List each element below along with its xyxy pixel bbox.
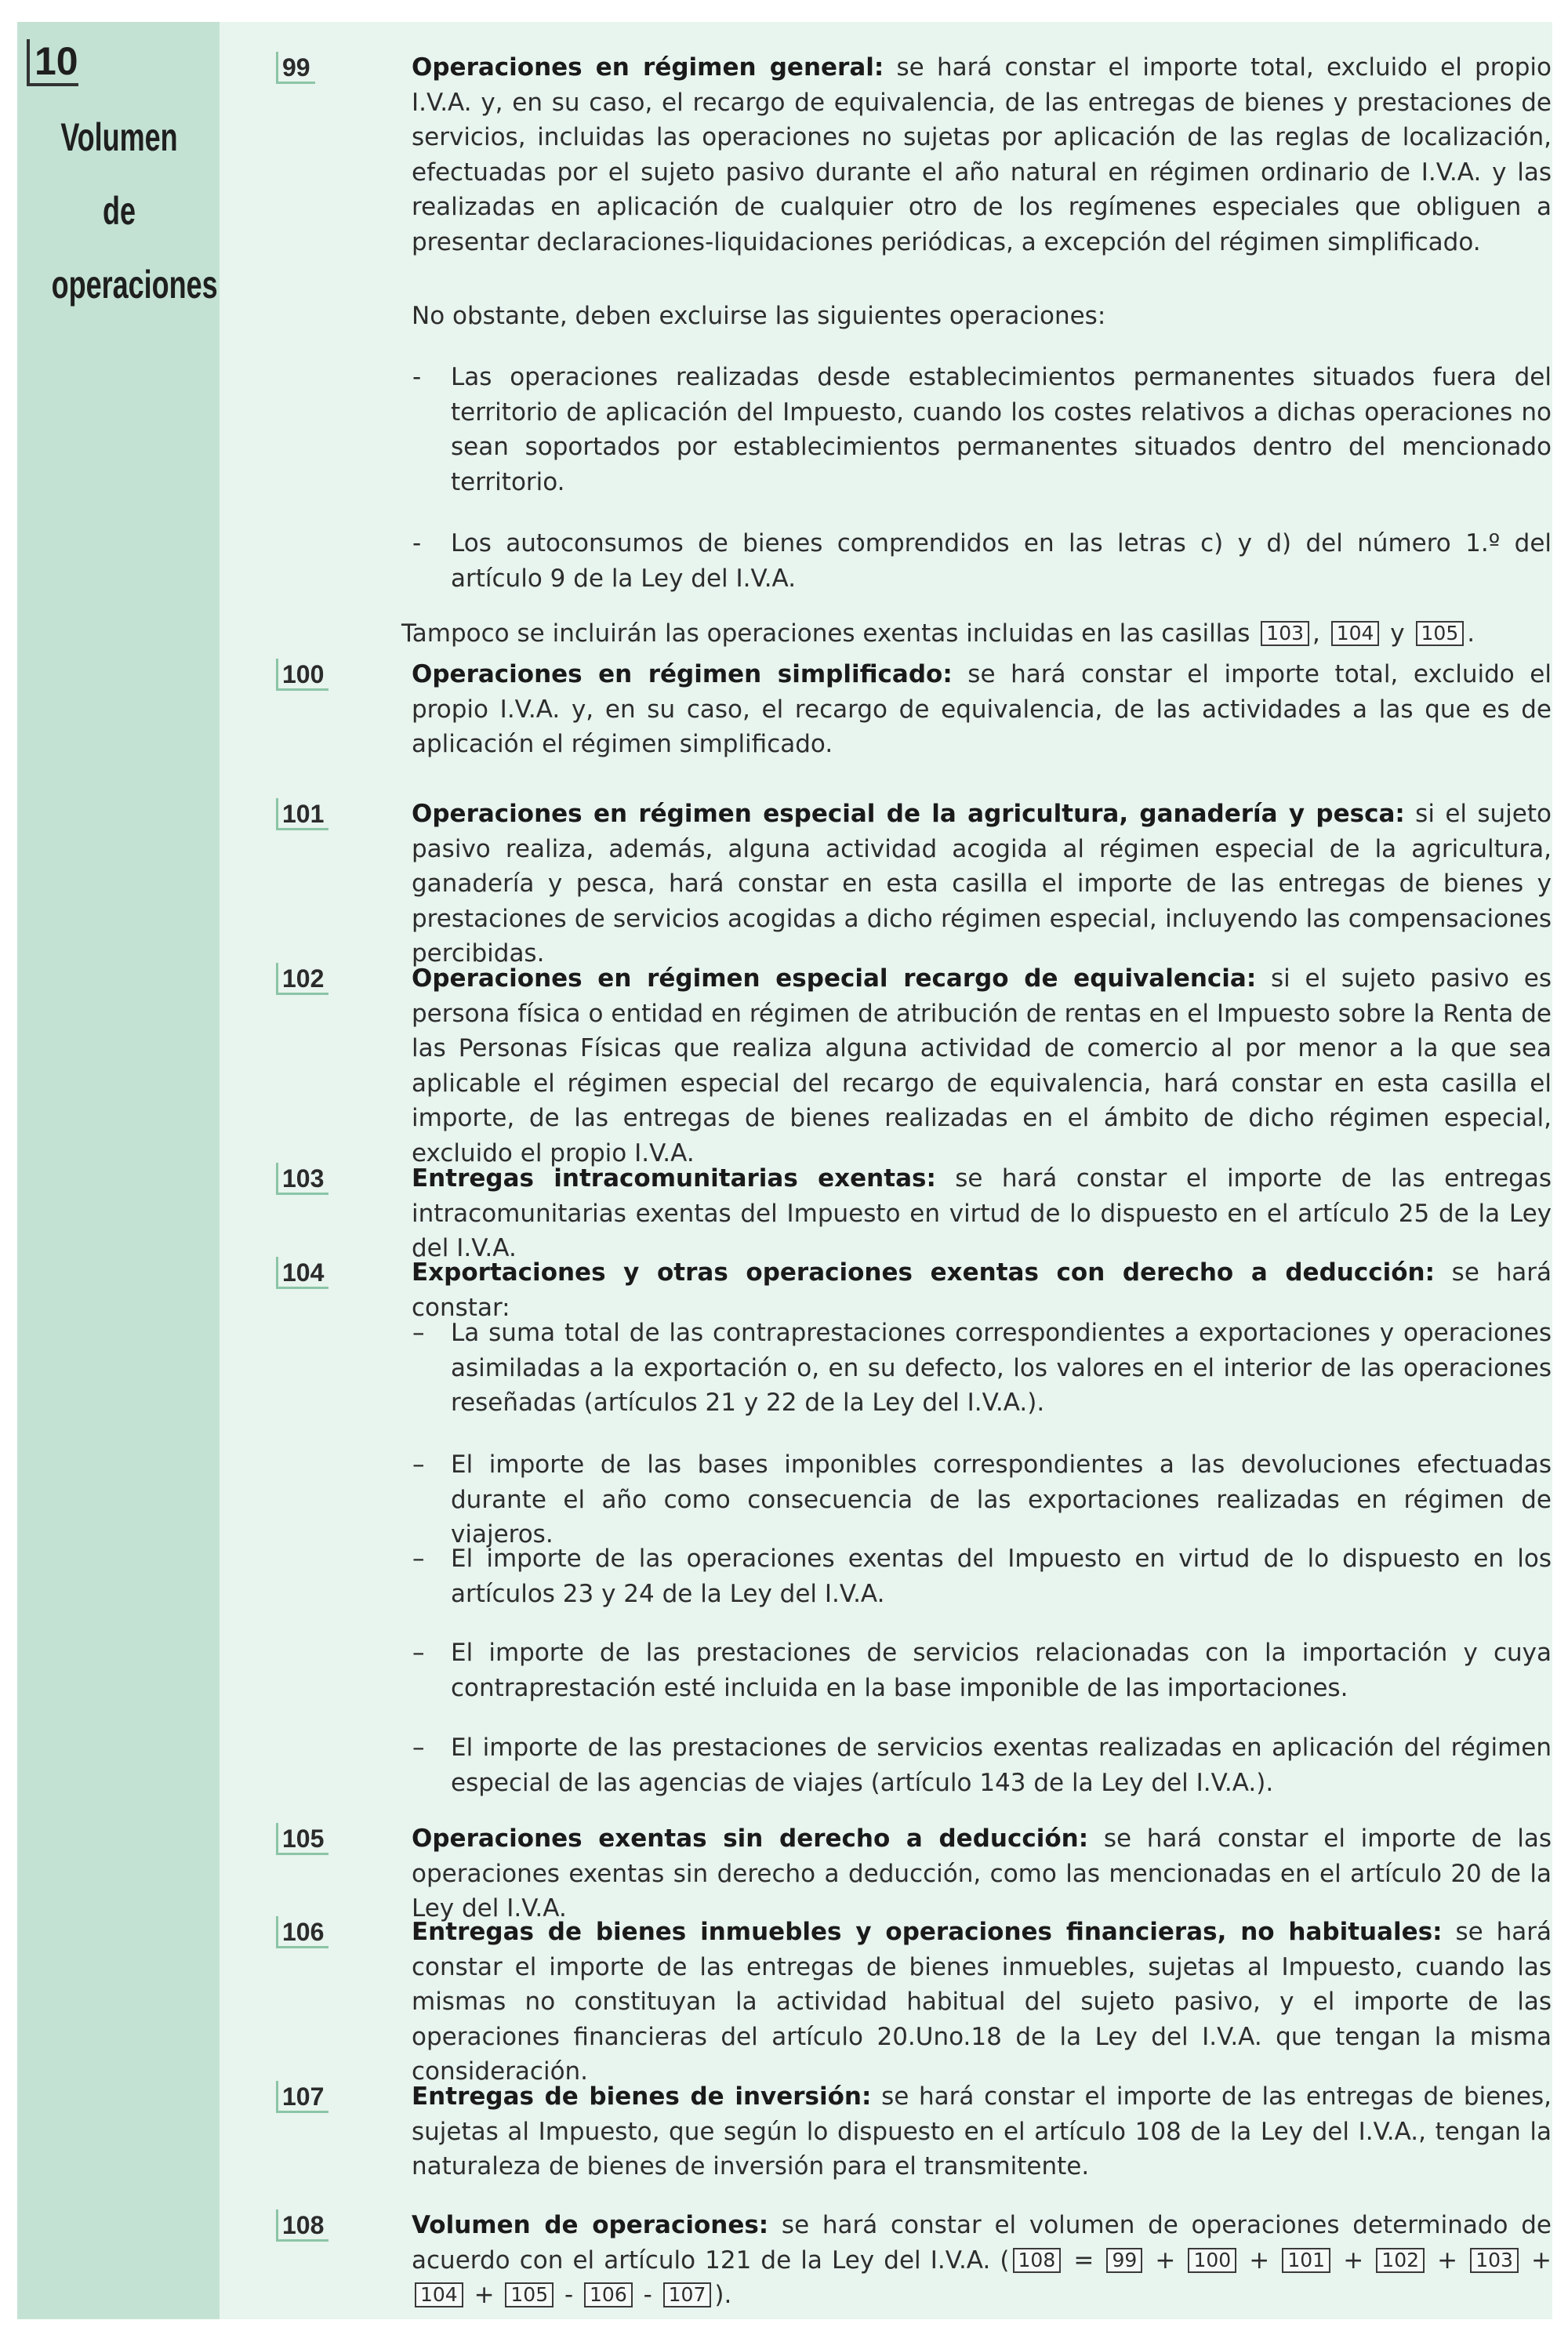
entry-body: se hará constar el importe de las entregas intracomunitarias exentas del Impuesto en virtud de lo dispuesto en el artículo 25 de la Ley del I.V.A. xyxy=(412,1164,1552,1262)
entry-heading: Entregas intracomunitarias exentas: xyxy=(412,1164,936,1193)
list-dash: – xyxy=(412,1451,425,1479)
separator: , xyxy=(1312,619,1328,648)
box-ref-105: 105 xyxy=(1416,621,1465,646)
exclusion-note xyxy=(401,616,1552,652)
note-text: Tampoco se incluirán las operaciones exentas incluidas en las casillas xyxy=(401,619,1258,648)
entry-text xyxy=(412,1821,1552,1926)
box-ref-104: 104 xyxy=(1331,621,1380,646)
operator: + xyxy=(1334,2246,1374,2275)
entry-heading: Entregas de bienes de inversión: xyxy=(412,2082,872,2111)
entry-text xyxy=(412,797,1552,971)
box-code: 101 xyxy=(276,798,328,830)
operator: - xyxy=(557,2281,582,2309)
export-item-5: El importe de las prestaciones de servicios exentas realizadas en aplicación del régimen especial de las agencias de viajes (artículo 143 de la Ley del I.V.A.). xyxy=(451,1734,1552,1797)
formula-box-104: 104 xyxy=(415,2282,463,2307)
operator: + xyxy=(1428,2246,1468,2275)
section-title-line-1: Volumen de xyxy=(60,115,178,233)
box-code: 100 xyxy=(276,659,328,691)
section-title-line-2: operaciones xyxy=(51,263,218,307)
entry-body: se hará constar el importe de las entregas de bienes inmuebles, sujetas al Impuesto, cuando las mismas no constituyan la actividad habitual del sujeto pasivo, y el importe de las operaciones financieras del artículo 20.Uno.18 de la Ley del I.V.A. que tengan la misma consideración. xyxy=(412,1918,1552,2086)
operator: = xyxy=(1064,2246,1104,2275)
period: . xyxy=(1467,619,1475,648)
operator: + xyxy=(1240,2246,1279,2275)
export-item-4: El importe de las prestaciones de servicios relacionadas con la importación y cuya contraprestación esté incluida en la base imponible de las importaciones. xyxy=(451,1639,1552,1702)
entry-heading: Exportaciones y otras operaciones exentas con derecho a deducción: xyxy=(412,1258,1435,1287)
entry-text xyxy=(412,2079,1552,2184)
entry-body: se hará constar el importe total, excluido el propio I.V.A. y, en su caso, el recargo de equivalencia, de las entregas de bienes y prestaciones de servicios, incluidas las operaciones no sujetas por aplicación de las reglas de localización, efectuadas por el sujeto pasivo durante el año natural en régimen ordinario de I.V.A. y las realizadas en aplicación de cualquier otro de los regímenes especiales que obliguen a presentar declaraciones-liquidaciones periódicas, a excepción del régimen simplificado. xyxy=(412,53,1552,256)
entry-body: se hará constar el importe total, excluido el propio I.V.A. y, en su caso, el recargo de equivalencia, de las actividades a las que es de aplicación el régimen simplificado. xyxy=(412,660,1552,758)
box-ref-103: 103 xyxy=(1261,621,1309,646)
list-dash: – xyxy=(412,1639,425,1667)
formula-box-106: 106 xyxy=(584,2282,633,2307)
entry-text xyxy=(412,1255,1552,1325)
box-code: 104 xyxy=(276,1257,328,1289)
entry-heading: Operaciones en régimen general: xyxy=(412,53,884,82)
page xyxy=(17,22,1552,2319)
list-dash: - xyxy=(412,529,422,557)
sidebar xyxy=(17,22,220,2319)
closing-paren: ). xyxy=(714,2281,732,2309)
list-dash: – xyxy=(412,1319,425,1347)
entry-body: se hará constar: xyxy=(412,1258,1552,1322)
operator: + xyxy=(1145,2246,1185,2275)
operator: - xyxy=(635,2281,660,2309)
operator: + xyxy=(1521,2246,1552,2275)
box-code: 102 xyxy=(276,963,328,995)
entry-text xyxy=(412,50,1552,260)
formula-box-103: 103 xyxy=(1470,2248,1519,2273)
entry-heading: Entregas de bienes inmuebles y operaciones financieras, no habituales: xyxy=(412,1918,1443,1946)
box-code: 105 xyxy=(276,1823,328,1855)
box-code: 106 xyxy=(276,1916,328,1948)
entry-body: se hará constar el volumen de operaciones determinado de acuerdo con el artículo 121 de la Ley del I.V.A. ( xyxy=(412,2211,1552,2275)
export-item-2: El importe de las bases imponibles correspondientes a las devoluciones efectuadas durante el año como consecuencia de las exportaciones realizadas en régimen de viajeros. xyxy=(451,1451,1552,1549)
section-title xyxy=(51,100,218,321)
list-dash: - xyxy=(412,363,422,391)
formula-box-108: 108 xyxy=(1013,2248,1062,2273)
export-item-3: El importe de las operaciones exentas del Impuesto en virtud de lo dispuesto en los artículos 23 y 24 de la Ley del I.V.A. xyxy=(451,1545,1552,1608)
formula-box-105: 105 xyxy=(505,2282,554,2307)
exclusions-intro: No obstante, deben excluirse las siguientes operaciones: xyxy=(412,302,1106,330)
list-dash: – xyxy=(412,1734,425,1762)
exclusion-item-1: Las operaciones realizadas desde establecimientos permanentes situados fuera del territorio de aplicación del Impuesto, cuando los costes relativos a dichas operaciones no sean soportados por establecimientos permanentes situados dentro del mencionado territorio. xyxy=(451,363,1552,496)
export-item-1: La suma total de las contraprestaciones correspondientes a exportaciones y operaciones asimiladas a la exportación o, en su defecto, los valores en el interior de las operaciones reseñadas (artículos 21 y 22 de la Ley del I.V.A.). xyxy=(451,1319,1552,1417)
box-code: 103 xyxy=(276,1163,328,1195)
entry-body: se hará constar el importe de las entregas de bienes, sujetas al Impuesto, que según lo dispuesto en el artículo 108 de la Ley del I.V.A., tengan la naturaleza de bienes de inversión para el transmitente. xyxy=(412,2082,1552,2180)
box-code: 107 xyxy=(276,2081,328,2113)
list-dash: – xyxy=(412,1545,425,1573)
entry-heading: Volumen de operaciones: xyxy=(412,2211,769,2239)
entry-text xyxy=(412,961,1552,1171)
entry-heading: Operaciones en régimen especial recargo de equivalencia: xyxy=(412,964,1257,993)
section-number: 10 xyxy=(27,39,78,86)
formula-box-100: 100 xyxy=(1188,2248,1236,2273)
operator: + xyxy=(466,2281,503,2309)
entry-heading: Operaciones en régimen simplificado: xyxy=(412,660,953,688)
entry-text xyxy=(412,1161,1552,1266)
entry-heading: Operaciones en régimen especial de la agricultura, ganadería y pesca: xyxy=(412,800,1405,828)
entry-body: se hará constar el importe de las operaciones exentas sin derecho a deducción, como las mencionadas en el artículo 20 de la Ley del I.V.A. xyxy=(412,1824,1552,1923)
formula-box-107: 107 xyxy=(663,2282,712,2307)
exclusion-item-2: Los autoconsumos de bienes comprendidos en las letras c) y d) del número 1.º del artículo 9 de la Ley del I.V.A. xyxy=(451,529,1552,593)
formula-box-101: 101 xyxy=(1282,2248,1330,2273)
entry-body: si el sujeto pasivo es persona física o entidad en régimen de atribución de rentas en el Impuesto sobre la Renta de las Personas Físicas que realiza alguna actividad de comercio al por menor a la que sea aplicable el régimen especial del recargo de equivalencia, hará constar en esta casilla el importe, de las entregas de bienes realizadas en el ámbito de dicho régimen especial, excluido el propio I.V.A. xyxy=(412,964,1552,1167)
box-code: 108 xyxy=(276,2209,328,2242)
separator: y xyxy=(1382,619,1413,648)
entry-heading: Operaciones exentas sin derecho a deducción: xyxy=(412,1824,1089,1853)
box-code: 99 xyxy=(276,52,315,84)
entry-body: si el sujeto pasivo realiza, además, alguna actividad acogida al régimen especial de la agricultura, ganadería y pesca, hará constar en esta casilla el importe de las entregas de bienes y prestaciones de servicios acogidas a dicho régimen especial, incluyendo las compensaciones percibidas. xyxy=(412,800,1552,968)
formula-box-99: 99 xyxy=(1106,2248,1142,2273)
formula-box-102: 102 xyxy=(1376,2248,1425,2273)
entry-text xyxy=(412,2208,1552,2313)
entry-text xyxy=(412,1915,1552,2090)
entry-text xyxy=(412,657,1552,762)
